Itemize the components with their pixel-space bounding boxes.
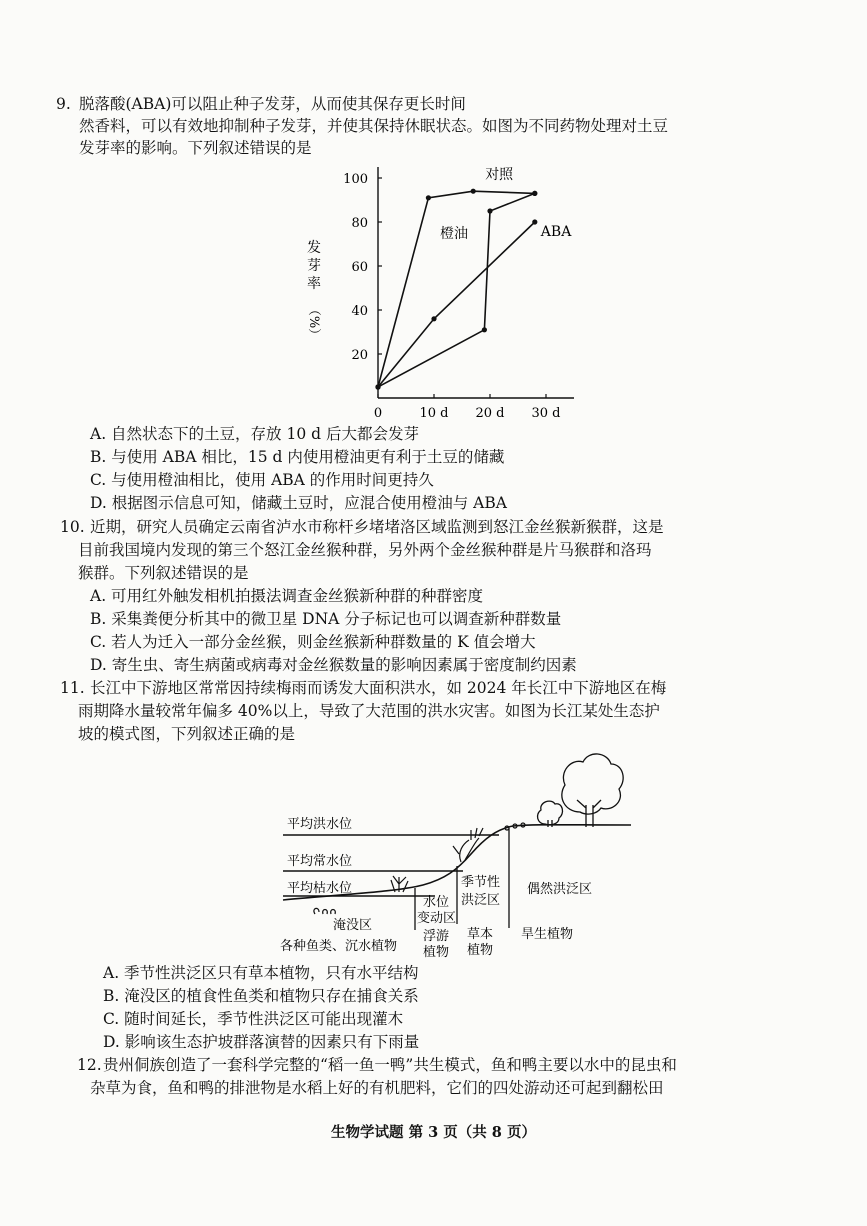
data-point	[471, 189, 476, 194]
q11-option-c: C. 随时间延长，季节性洪泛区可能出现灌木	[103, 1010, 404, 1028]
page-footer: 生物学试题 第 3 页（共 8 页）	[331, 1124, 536, 1141]
q12-line-2: 杂草为食，鱼和鸭的排泄物是水稻上好的有机肥料，它们的四处游动还可起到翻松田	[90, 1079, 664, 1097]
germination-chart	[290, 166, 590, 422]
y-axis-label-char: 芽	[307, 258, 321, 274]
q10-line-1: 近期，研究人员确定云南省泸水市称杆乡堵堵洛区域监测到怒江金丝猴新猴群，这是	[90, 518, 664, 536]
q11-line-3: 坡的模式图，下列叙述正确的是	[78, 725, 296, 743]
q9-option-c: C. 与使用橙油相比，使用 ABA 的作用时间更持久	[90, 471, 434, 489]
q9-number: 9.	[56, 95, 71, 113]
x-tick-label: 10 d	[419, 406, 449, 421]
q11-line-1: 长江中下游地区常常因持续梅雨而诱发大面积洪水，如 2024 年长江中下游地区在梅	[90, 679, 667, 697]
q9-line-2: 然香料，可以有效地抑制种子发芽，并使其保持休眠状态。如图为不同药物处理对土豆	[79, 117, 669, 135]
chart-series	[375, 189, 537, 390]
q11-option-b: B. 淹没区的植食性鱼类和植物只存在捕食关系	[103, 987, 419, 1005]
data-point	[426, 195, 431, 200]
q10-option-b: B. 采集粪便分析其中的微卫星 DNA 分子标记也可以调查新种群数量	[90, 610, 562, 628]
y-axis-label-unit: （%）	[306, 302, 321, 342]
q10-option-a: A. 可用红外触发相机拍摄法调查金丝猴新种群的种群密度	[90, 587, 484, 605]
data-point	[482, 327, 487, 332]
q10-line-3: 猴群。下列叙述错误的是	[78, 564, 249, 582]
q10-option-d: D. 寄生虫、寄生病菌或病毒对金丝猴数量的影响因素属于密度制约因素	[90, 656, 577, 674]
chart-ticks	[343, 172, 560, 421]
x-tick-label: 0	[373, 406, 383, 421]
tree-icon	[538, 754, 624, 827]
eco-slope-diagram	[275, 742, 640, 960]
zone-fluctuation-label-a: 水位	[423, 895, 450, 910]
zone-submerged-label: 淹没区	[333, 918, 373, 933]
zone-fluctuation-plants-a: 浮游	[423, 929, 450, 944]
zone-seasonal-plants-a: 草本	[467, 927, 494, 942]
q9-option-b: B. 与使用 ABA 相比，15 d 内使用橙油更有利于土豆的储藏	[90, 448, 505, 466]
series-label: ABA	[540, 224, 572, 240]
q10-line-2: 目前我国境内发现的第三个怒江金丝猴种群，另外两个金丝猴种群是片马猴群和洛玛	[78, 541, 652, 559]
data-point	[532, 191, 537, 196]
q9-line-1: 脱落酸(ABA)可以阻止种子发芽，从而使其保存更长时间	[79, 95, 466, 113]
q10-option-c: C. 若人为迁入一部分金丝猴，则金丝猴新种群数量的 K 值会增大	[90, 633, 536, 651]
y-axis-label-char: 率	[307, 276, 321, 292]
x-tick-label: 20 d	[475, 406, 505, 421]
normal-level-label: 平均常水位	[287, 854, 353, 869]
q9-option-d: D. 根据图示信息可知，储藏土豆时，应混合使用橙油与 ABA	[90, 494, 507, 512]
q9-line-3: 发芽率的影响。下列叙述错误的是	[79, 139, 312, 157]
zone-seasonal-plants-b: 植物	[467, 943, 494, 958]
zone-seasonal-label-a: 季节性	[461, 875, 501, 890]
zone-fluctuation-plants-b: 植物	[423, 945, 450, 960]
x-tick-label: 30 d	[531, 406, 561, 421]
y-tick-label: 20	[351, 348, 368, 363]
flood-level-label: 平均洪水位	[287, 817, 353, 832]
q11-option-d: D. 影响该生态护坡群落演替的因素只有下雨量	[103, 1033, 420, 1051]
q11-line-2: 雨期降水量较常年偏多 40%以上，导致了大范围的洪水灾害。如图为长江某处生态护	[78, 702, 660, 720]
series-label: 对照	[485, 167, 514, 184]
q10-number: 10.	[60, 518, 85, 536]
y-tick-label: 80	[351, 216, 368, 231]
zone-occasional-plants: 旱生植物	[521, 927, 574, 942]
data-point	[532, 219, 537, 224]
data-point	[487, 208, 492, 213]
y-axis-label-char: 发	[307, 240, 321, 256]
zone-occasional-label: 偶然洪泛区	[527, 882, 593, 897]
q12-number: 12.	[77, 1056, 102, 1074]
chart-axes	[378, 167, 574, 398]
y-tick-label: 60	[351, 260, 368, 275]
q11-number: 11.	[60, 679, 85, 697]
series-label: 橙油	[440, 226, 468, 242]
y-tick-label: 100	[343, 172, 368, 187]
q11-option-a: A. 季节性洪泛区只有草本植物，只有水平结构	[103, 964, 419, 982]
zone-seasonal-label-b: 洪泛区	[461, 893, 501, 908]
data-point	[375, 384, 380, 389]
data-point	[431, 316, 436, 321]
q9-option-a: A. 自然状态下的土豆，存放 10 d 后大都会发芽	[90, 425, 419, 443]
zone-fluctuation-label-b: 变动区	[417, 911, 457, 926]
zone-submerged-organisms: 各种鱼类、沉水植物	[280, 939, 398, 954]
low-level-label: 平均枯水位	[287, 881, 353, 896]
q12-line-1: 贵州侗族创造了一套科学完整的“稻一鱼一鸭”共生模式，鱼和鸭主要以水中的昆虫和	[103, 1056, 677, 1074]
y-tick-label: 40	[351, 304, 368, 319]
series-line-2	[378, 222, 535, 387]
